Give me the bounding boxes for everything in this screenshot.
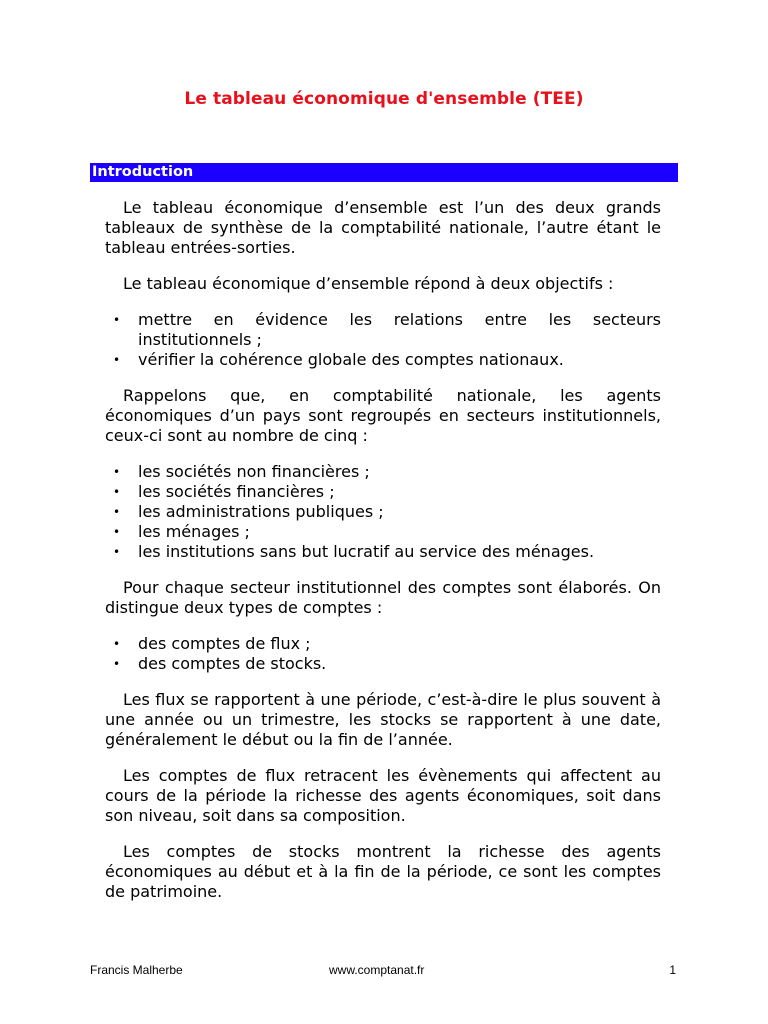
bullet-icon: • — [113, 465, 121, 479]
list-item — [105, 654, 661, 674]
objectives-list — [105, 310, 661, 370]
list-item-text: des comptes de flux ; — [138, 634, 311, 653]
list-item-text: les sociétés non financières ; — [138, 462, 370, 481]
footer-website: www.comptanat.fr — [329, 963, 425, 977]
list-item-text: les institutions sans but lucratif au service des ménages. — [138, 542, 595, 561]
list-item — [105, 310, 661, 350]
bullet-icon: • — [113, 353, 121, 367]
list-item-text: vérifier la cohérence globale des comptes nationaux. — [138, 350, 564, 369]
paragraph-sectors-lead: Rappelons que, en comptabilité nationale, les agents économiques d’un pays sont regroupés en secteurs institutionnels, ceux-ci sont au nombre de cinq : — [105, 386, 661, 445]
footer-author: Francis Malherbe — [90, 963, 183, 977]
account-types-list — [105, 634, 661, 674]
list-item-text: les administrations publiques ; — [138, 502, 384, 521]
list-item-text: les sociétés financières ; — [138, 482, 335, 501]
bullet-icon: • — [113, 637, 121, 651]
bullet-icon: • — [113, 485, 121, 499]
bullet-icon: • — [113, 525, 121, 539]
sectors-list — [105, 462, 661, 562]
bullet-icon: • — [113, 313, 121, 327]
paragraph-intro: Le tableau économique d’ensemble est l’un des deux grands tableaux de synthèse de la comptabilité nationale, l’autre étant le tableau entrées-sorties. — [105, 198, 661, 257]
bullet-icon: • — [113, 505, 121, 519]
document-body — [105, 198, 661, 918]
section-heading-introduction: Introduction — [90, 163, 678, 182]
paragraph-stock-accounts: Les comptes de stocks montrent la richesse des agents économiques au début et à la fin de la période, ce sont les comptes de patrimoine. — [105, 842, 661, 901]
list-item-text: des comptes de stocks. — [138, 654, 327, 673]
list-item — [105, 502, 661, 522]
list-item — [105, 542, 661, 562]
paragraph-account-types-lead: Pour chaque secteur institutionnel des comptes sont élaborés. On distingue deux types de comptes : — [105, 578, 661, 617]
list-item — [105, 522, 661, 542]
paragraph-objectives-lead: Le tableau économique d’ensemble répond à deux objectifs : — [123, 274, 614, 293]
document-title: Le tableau économique d'ensemble (TEE) — [184, 89, 584, 109]
bullet-icon: • — [113, 657, 121, 671]
bullet-icon: • — [113, 545, 121, 559]
list-item-text: mettre en évidence les relations entre les secteurs institutionnels ; — [138, 310, 661, 349]
paragraph-flow-accounts: Les comptes de flux retracent les évènements qui affectent au cours de la période la richesse des agents économiques, soit dans son niveau, soit dans sa composition. — [105, 766, 661, 825]
list-item — [105, 350, 661, 370]
footer-page-number: 1 — [669, 963, 676, 977]
list-item — [105, 462, 661, 482]
list-item — [105, 634, 661, 654]
list-item-text: les ménages ; — [138, 522, 250, 541]
paragraph-flux-stocks: Les flux se rapportent à une période, c’est-à-dire le plus souvent à une année ou un trimestre, les stocks se rapportent à une date, généralement le début ou la fin de l’année. — [105, 690, 661, 749]
list-item — [105, 482, 661, 502]
